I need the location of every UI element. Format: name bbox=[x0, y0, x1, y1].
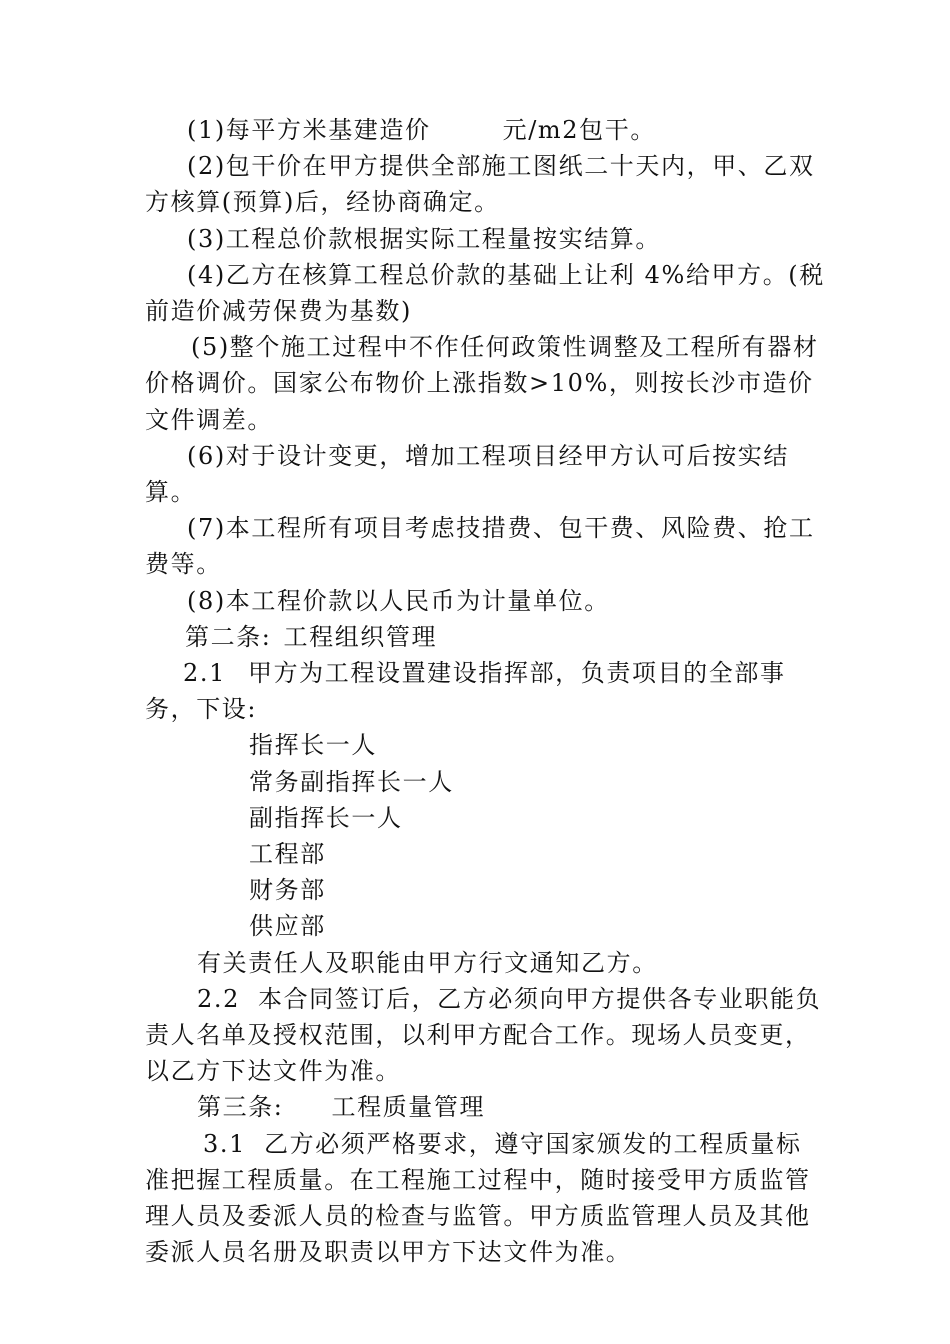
list-item: 指挥长一人 bbox=[249, 731, 377, 760]
item-2: (2)包干价在甲方提供全部施工图纸二十天内，甲、乙双方核算(预算)后，经协商确定。 bbox=[145, 152, 815, 217]
list-item: 财务部 bbox=[249, 876, 326, 905]
item-5: (5)整个施工过程中不作任何政策性调整及工程所有器材价格调价。国家公布物价上涨指数>10%，则按长沙市造价文件调差。 bbox=[145, 333, 819, 434]
item-8: (8)本工程价款以人民币为计量单位。 bbox=[187, 586, 610, 615]
item-3: (3)工程总价款根据实际工程量按实结算。 bbox=[187, 224, 661, 253]
section-2-1 bbox=[145, 655, 825, 727]
section-3-1-number: 3.1 bbox=[203, 1129, 246, 1158]
list-item: 常务副指挥长一人 bbox=[249, 767, 454, 796]
org-note: 有关责任人及职能由甲方行文通知乙方。 bbox=[197, 948, 658, 977]
section-2-2-text: 本合同签订后，乙方必须向甲方提供各专业职能负责人名单及授权范围，以利甲方配合工作。现场人员变更，以乙方下达文件为准。 bbox=[145, 984, 822, 1086]
item-7: (7)本工程所有项目考虑技措费、包干费、风险费、抢工费等。 bbox=[145, 514, 815, 579]
section-2-2 bbox=[145, 981, 825, 1090]
list-item: 工程部 bbox=[249, 840, 326, 869]
article-2-label: 第二条: bbox=[185, 622, 272, 651]
article-3-label: 第三条: bbox=[197, 1093, 284, 1122]
document-page bbox=[145, 112, 825, 1271]
section-2-1-text: 甲方为工程设置建设指挥部，负责项目的全部事务，下设: bbox=[145, 659, 786, 724]
article-2-title: 工程组织管理 bbox=[283, 622, 438, 651]
item-1 bbox=[145, 112, 825, 148]
article-2-heading bbox=[145, 619, 825, 655]
item-1-text-b: 元/m2包干。 bbox=[502, 116, 656, 144]
section-3-1-text: 乙方必须严格要求，遵守国家颁发的工程质量标准把握工程质量。在工程施工过程中，随时接受甲方质监管理人员及委派人员的检查与监管。甲方质监管理人员及其他委派人员名册及职责以甲方下达文件为准。 bbox=[145, 1129, 811, 1267]
article-3-heading bbox=[145, 1089, 825, 1125]
section-3-1 bbox=[145, 1126, 825, 1271]
section-2-2-number: 2.2 bbox=[197, 984, 240, 1013]
item-1-text-a: (1)每平方米基建造价 bbox=[187, 116, 431, 144]
item-4: (4)乙方在核算工程总价款的基础上让利 4%给甲方。(税前造价减劳保费为基数) bbox=[145, 260, 825, 326]
article-3-title: 工程质量管理 bbox=[331, 1093, 486, 1122]
section-2-1-number: 2.1 bbox=[183, 659, 226, 688]
item-6: (6)对于设计变更，增加工程项目经甲方认可后按实结算。 bbox=[145, 441, 789, 507]
list-item: 供应部 bbox=[249, 912, 326, 941]
list-item: 副指挥长一人 bbox=[249, 803, 403, 832]
